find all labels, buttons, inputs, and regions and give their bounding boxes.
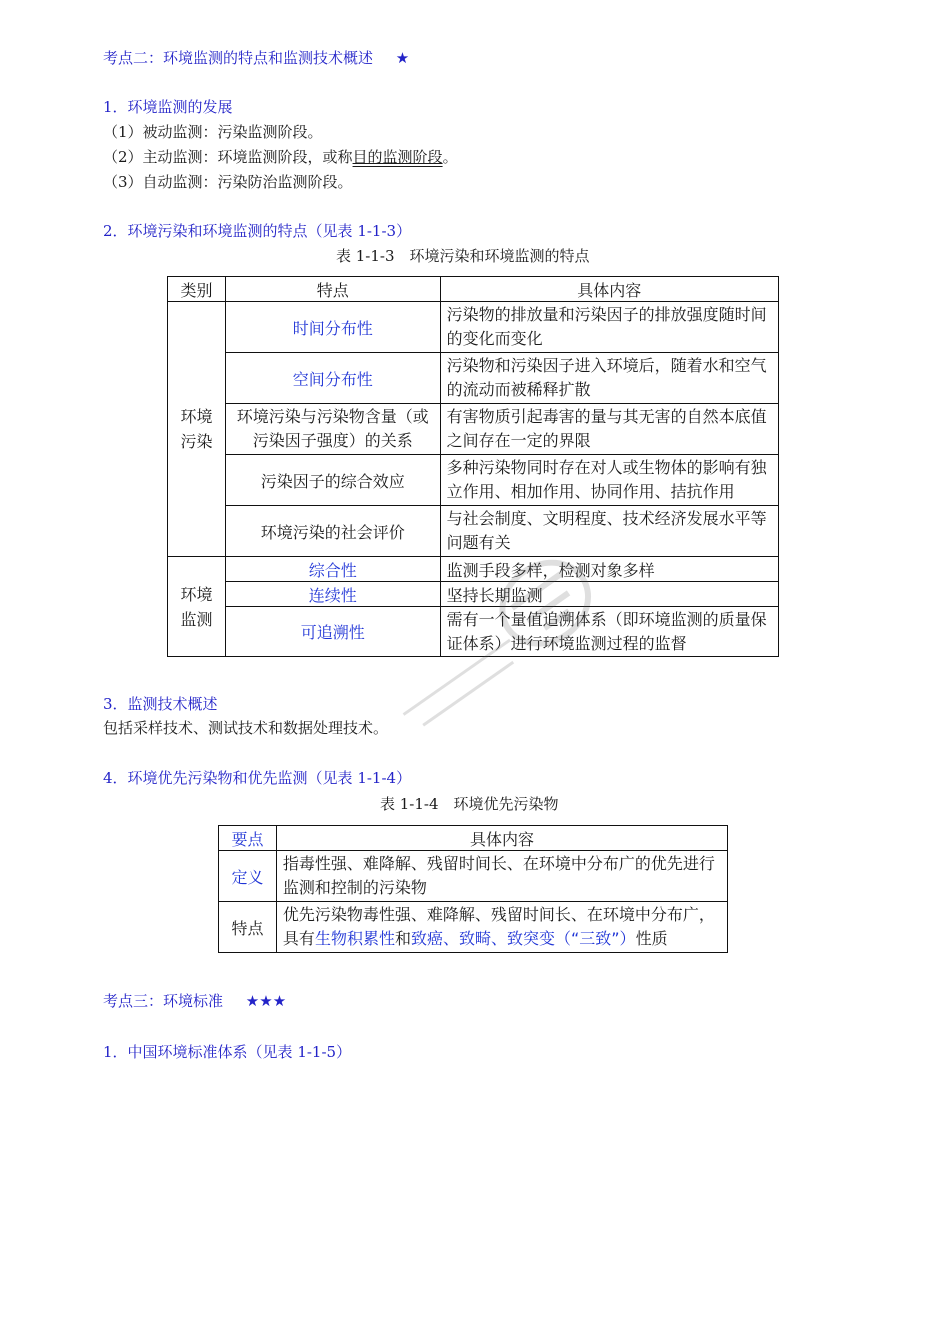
table-1-1-4 [218, 825, 728, 953]
header-category: 类别 [168, 277, 226, 302]
group-label-pollution: 环境 污染 [180, 407, 213, 451]
header-key: 要点 [219, 826, 277, 851]
feature-cell: 时间分布性 [225, 302, 440, 353]
s1-item-3-text: （3）自动监测：污染防治监测阶段。 [103, 173, 353, 191]
s3-title: 3．监测技术概述 [103, 695, 218, 713]
table-header-row [168, 277, 779, 302]
s1-item-1 [103, 122, 323, 142]
s1-item-2-underlined: 目的监测阶段 [352, 148, 443, 166]
group-cell-pollution [168, 302, 226, 557]
table-row [168, 404, 779, 455]
table-1-1-3-caption: 表 1-1-3 环境污染和环境监测的特点 [336, 247, 590, 265]
content-cell: 与社会制度、文明程度、技术经济发展水平等问题有关 [440, 506, 778, 557]
feature-cell: 环境污染与污染物含量（或污染因子强度）的关系 [225, 404, 440, 455]
table-row [219, 902, 728, 953]
s1-title: 1．环境监测的发展 [103, 98, 233, 116]
key-cell: 定义 [219, 851, 277, 902]
section-heading-3 [103, 991, 286, 1011]
feature-cell: 综合性 [225, 557, 440, 582]
s1-item-1-text: （1）被动监测：污染监测阶段。 [103, 123, 323, 141]
content-blue-b: 致癌、致畸、致突变（“三致”） [410, 929, 636, 948]
section-heading-2-text: 考点二：环境监测的特点和监测技术概述 [103, 49, 374, 67]
s2-title: 2．环境污染和环境监测的特点（见表 1-1-3） [103, 222, 412, 240]
content-cell [276, 902, 727, 953]
content-cell: 需有一个量值追溯体系（即环境监测的质量保证体系）进行环境监测过程的监督 [440, 607, 778, 657]
s1-item-2-text: （2）主动监测：环境监测阶段，或称 [103, 148, 353, 166]
table-row [168, 506, 779, 557]
content-mid: 和 [394, 929, 411, 948]
s1-item-2 [103, 147, 458, 167]
star-icon: ★★★ [245, 992, 287, 1010]
table-1-1-4-caption: 表 1-1-4 环境优先污染物 [380, 795, 559, 813]
table-row [168, 455, 779, 506]
table-row [168, 557, 779, 582]
content-cell: 坚持长期监测 [440, 582, 778, 607]
table-1-1-3 [167, 276, 779, 657]
feature-cell: 空间分布性 [225, 353, 440, 404]
section-heading-2 [103, 48, 409, 68]
s1-item-3 [103, 172, 353, 192]
s1-item-2-suffix: 。 [442, 148, 458, 166]
s3-body: 包括采样技术、测试技术和数据处理技术。 [103, 719, 389, 737]
group-label-monitoring: 环境 监测 [180, 584, 213, 629]
content-cell: 污染物和污染因子进入环境后，随着水和空气的流动而被稀释扩散 [440, 353, 778, 404]
table-row [168, 302, 779, 353]
content-cell: 有害物质引起毒害的量与其无害的自然本底值之间存在一定的界限 [440, 404, 778, 455]
content-tail: 性质 [635, 929, 668, 948]
feature-cell: 环境污染的社会评价 [225, 506, 440, 557]
header-content: 具体内容 [276, 826, 727, 851]
feature-cell: 可追溯性 [225, 607, 440, 657]
key-cell: 特点 [219, 902, 277, 953]
table-row [168, 582, 779, 607]
feature-cell: 污染因子的综合效应 [225, 455, 440, 506]
table-header-row [219, 826, 728, 851]
content-cell: 多种污染物同时存在对人或生物体的影响有独立作用、相加作用、协同作用、拮抗作用 [440, 455, 778, 506]
feature-cell: 连续性 [225, 582, 440, 607]
section-heading-3-text: 考点三：环境标准 [103, 992, 224, 1010]
s4-title: 4．环境优先污染物和优先监测（见表 1-1-4） [103, 769, 412, 787]
table-row [219, 851, 728, 902]
content-cell: 污染物的排放量和污染因子的排放强度随时间的变化而变化 [440, 302, 778, 353]
table-row [168, 353, 779, 404]
s5-title: 1．中国环境标准体系（见表 1-1-5） [103, 1043, 352, 1061]
header-content: 具体内容 [440, 277, 778, 302]
content-blue-a: 生物积累性 [314, 929, 395, 948]
star-icon: ★ [395, 49, 410, 67]
header-feature: 特点 [225, 277, 440, 302]
group-cell-monitoring [168, 557, 226, 657]
table-row [168, 607, 779, 657]
content-text-a: 优先污染物毒性强、难降解、残留时间长、在环境中分布广，具有 [282, 905, 715, 948]
content-cell: 指毒性强、难降解、残留时间长、在环境中分布广的优先进行监测和控制的污染物 [276, 851, 727, 902]
content-cell: 监测手段多样，检测对象多样 [440, 557, 778, 582]
